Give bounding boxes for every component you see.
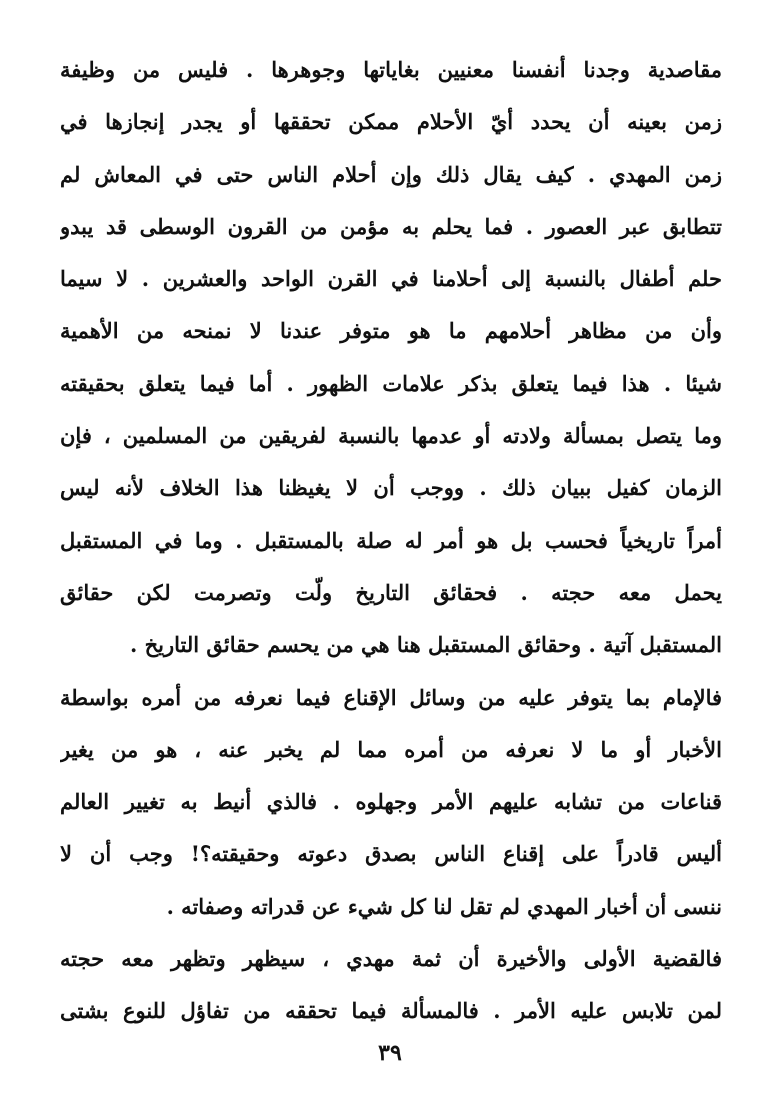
text-line: فالإمام بما يتوفر عليه من وسائل الإقناع فيما نعرفه من أمره بواسطة	[60, 684, 722, 710]
text-line: المستقبل آتية . وحقائق المستقبل هنا هي من يحسم حقائق التاريخ .	[129, 632, 722, 658]
text-line: حلم أطفال بالنسبة إلى أحلامنا في القرن الواحد والعشرين . لا سيما	[60, 266, 722, 292]
text-line: زمن المهدي . كيف يقال ذلك وإن أحلام الناس حتى في المعاش لم	[60, 161, 722, 187]
text-line: شيئا . هذا فيما يتعلق بذكر علامات الظهور . أما فيما يتعلق بحقيقته	[60, 370, 722, 396]
text-line: وما يتصل بمسألة ولادته أو عدمها بالنسبة لفريقين من المسلمين ، فإن	[60, 423, 722, 449]
text-line: الزمان كفيل ببيان ذلك . ووجب أن لا يغيظنا هذا الخلاف لأنه ليس	[60, 475, 722, 501]
text-line: أمراً تاريخياً فحسب بل هو أمر له صلة بالمستقبل . وما في المستقبل	[60, 527, 722, 553]
text-line: الأخبار أو ما لا نعرفه من أمره مما لم يخبر عنه ، هو من يغير	[60, 736, 722, 762]
text-line: وأن من مظاهر أحلامهم ما هو متوفر عندنا لا نمنحه من الأهمية	[60, 318, 722, 344]
text-line: تتطابق عبر العصور . فما يحلم به مؤمن من القرون الوسطى قد يبدو	[60, 213, 722, 239]
text-line: أليس قادراً على إقناع الناس بصدق دعوته وحقيقته؟! وجب أن لا	[60, 841, 722, 867]
text-line: فالقضية الأولى والأخيرة أن ثمة مهدي ، سيظهر وتظهر معه حجته	[60, 946, 722, 972]
text-line: زمن بعينه أن يحدد أيّ الأحلام ممكن تحققها أو يجدر إنجازها في	[60, 109, 722, 135]
page-number: ٣٩	[378, 1040, 402, 1066]
text-line: يحمل معه حجته . فحقائق التاريخ ولّت وتصرمت لكن حقائق	[60, 579, 722, 605]
text-line: ننسى أن أخبار المهدي لم تقل لنا كل شيء عن قدراته وصفاته .	[166, 893, 722, 919]
text-line: قناعات من تشابه عليهم الأمر وجهلوه . فالذي أنيط به تغيير العالم	[60, 789, 722, 815]
text-line: مقاصدية وجدنا أنفسنا معنيين بغاياتها وجوهرها . فليس من وظيفة	[60, 57, 722, 82]
text-line: لمن تلابس عليه الأمر . فالمسألة فيما تحققه من تفاؤل للنوع بشتى	[60, 998, 722, 1024]
body-text	[60, 44, 722, 1038]
